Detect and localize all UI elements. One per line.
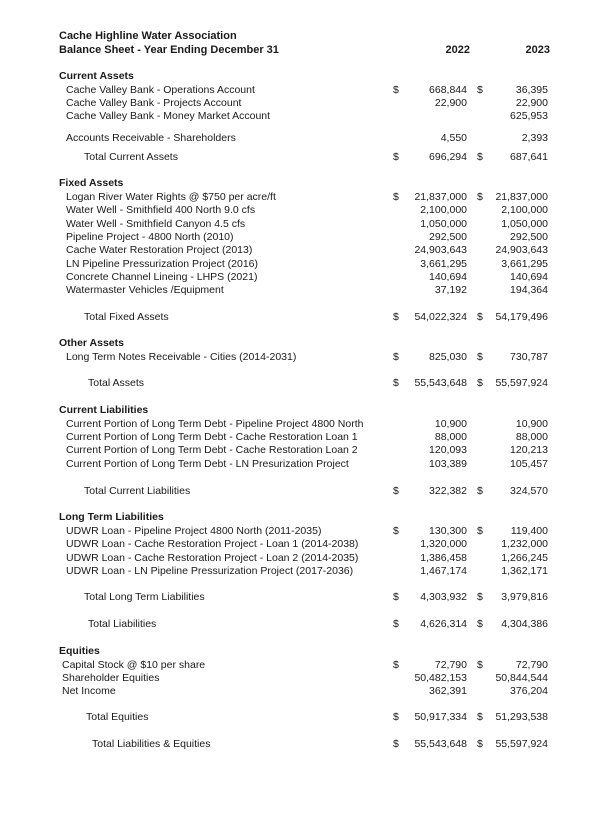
total-row-dollar-d2: $ [477, 485, 483, 497]
line-item-row-value-v2: 21,837,000 [495, 191, 548, 203]
total-row-label: Total Equities [86, 711, 149, 723]
total-row-dollar-d1: $ [393, 591, 399, 603]
total-row-dollar-d1: $ [393, 485, 399, 497]
line-item-row-label: UDWR Loan - Cache Restoration Project - Loan 1 (2014-2038) [66, 538, 359, 551]
line-item-row-value-v2: 119,400 [510, 525, 548, 537]
line-item-row-value-v2: 2,100,000 [501, 204, 548, 217]
total-row [0, 485, 613, 498]
line-item-row-dollar-d2: $ [477, 191, 483, 203]
line-item-row-value-v1: 88,000 [434, 431, 467, 444]
line-item-row-label: Pipeline Project - 4800 North (2010) [66, 230, 234, 243]
line-item-row-value-v2: 1,362,171 [501, 565, 548, 578]
line-item-row-label: Water Well - Smithfield Canyon 4.5 cfs [66, 217, 246, 230]
line-item-row [0, 97, 613, 110]
total-row-dollar-d1: $ [393, 711, 399, 723]
org-title: Cache Highline Water Association [59, 30, 237, 42]
line-item-row-label: LN Pipeline Pressurization Project (2016) [66, 257, 259, 270]
line-item-row [0, 672, 613, 685]
total-row-value-v2: 51,293,538 [495, 711, 548, 723]
total-row-label: Total Fixed Assets [84, 311, 169, 323]
line-item-row-label: Concrete Channel Lineing - LHPS (2021) [66, 270, 258, 283]
line-item-row-label: Watermaster Vehicles /Equipment [66, 284, 224, 297]
line-item-row [0, 431, 613, 444]
total-row-dollar-d1: $ [393, 151, 399, 163]
line-item-row-dollar-d1: $ [393, 659, 399, 671]
total-row-value-v2: 54,179,496 [495, 311, 548, 323]
line-item-row-value-v1: 50,482,153 [414, 672, 467, 685]
line-item-row-value-v1: 3,661,295 [420, 257, 467, 270]
line-item-row [0, 538, 613, 551]
total-row-dollar-d2: $ [477, 591, 483, 603]
line-item-row-label: Water Well - Smithfield 400 North 9.0 cfs [66, 204, 256, 217]
line-item-row-value-v1: 1,320,000 [420, 538, 467, 551]
line-item-row-value-v2: 1,232,000 [501, 538, 548, 551]
line-item-row-value-v2: 22,900 [515, 97, 548, 110]
total-row [0, 711, 613, 724]
total-row-value-v1: 696,294 [429, 151, 467, 163]
line-item-row-value-v1: 130,300 [429, 525, 467, 537]
line-item-row-value-v2: 10,900 [515, 418, 548, 430]
line-item-row-dollar-d2: $ [477, 659, 483, 671]
line-item-row [0, 84, 613, 97]
grand-total-row [0, 738, 613, 751]
line-item-row-label: UDWR Loan - LN Pipeline Pressurization Project (2017-2036) [66, 565, 354, 578]
grand-total-row-dollar-d1: $ [393, 618, 399, 630]
grand-total-row-label: Total Liabilities [88, 618, 157, 630]
line-item-row-value-v2: 72,790 [515, 659, 548, 671]
total-row [0, 311, 613, 324]
line-item-row-label: Logan River Water Rights @ $750 per acre/ft [66, 191, 276, 203]
line-item-row-label: Cache Valley Bank - Projects Account [66, 97, 242, 110]
total-row-value-v2: 3,979,816 [501, 591, 548, 603]
line-item-row [0, 552, 613, 565]
total-row-value-v1: 322,382 [429, 485, 467, 497]
line-item-row-label: Current Portion of Long Term Debt - Cache Restoration Loan 1 [66, 431, 358, 444]
total-row-dollar-d2: $ [477, 311, 483, 323]
line-item-row-value-v1: 120,093 [429, 444, 467, 457]
line-item-row [0, 685, 613, 698]
line-item-row [0, 284, 613, 297]
total-row-label: Total Long Term Liabilities [84, 591, 205, 603]
line-item-row-label: Shareholder Equities [62, 672, 160, 685]
total-row-dollar-d2: $ [477, 151, 483, 163]
line-item-row-value-v2: 24,903,643 [495, 244, 548, 257]
line-item-row-value-v2: 3,661,295 [501, 257, 548, 270]
line-item-row-dollar-d1: $ [393, 525, 399, 537]
line-item-row [0, 110, 613, 123]
line-item-row-value-v1: 103,389 [429, 457, 467, 470]
total-row [0, 151, 613, 164]
line-item-row-value-v2: 105,457 [510, 457, 548, 470]
line-item-row-value-v2: 376,204 [510, 685, 548, 698]
line-item-row-label: UDWR Loan - Pipeline Project 4800 North (2011-2035) [66, 525, 322, 537]
line-item-row-label: Current Portion of Long Term Debt - Pipeline Project 4800 North [66, 418, 364, 430]
line-item-row-dollar-d2: $ [477, 351, 483, 363]
total-row [0, 377, 613, 390]
line-item-row-value-v1: 668,844 [429, 84, 467, 96]
line-item-row-value-v1: 825,030 [429, 351, 467, 363]
line-item-row-value-v1: 24,903,643 [414, 244, 467, 257]
line-item-row [0, 444, 613, 457]
line-item-row-value-v2: 292,500 [510, 230, 548, 243]
section-heading: Other Assets [59, 337, 124, 349]
col-header-1: 2022 [445, 44, 470, 56]
line-item-row-value-v2: 120,213 [510, 444, 548, 457]
line-item-row [0, 565, 613, 578]
line-item-row-dollar-d1: $ [393, 351, 399, 363]
grand-total-row-dollar-d2: $ [477, 738, 483, 750]
line-item-row [0, 458, 613, 471]
line-item-row-label: Accounts Receivable - Shareholders [66, 131, 236, 144]
line-item-row-value-v1: 72,790 [434, 659, 467, 671]
line-item-row-value-v2: 730,787 [510, 351, 548, 363]
grand-total-row-value-v1: 55,543,648 [414, 738, 467, 750]
section-heading: Equities [59, 645, 100, 657]
line-item-row-value-v1: 362,391 [429, 685, 467, 698]
total-row-value-v2: 324,570 [510, 485, 548, 497]
total-row-label: Total Current Assets [84, 151, 178, 163]
line-item-row-value-v2: 1,266,245 [501, 551, 548, 564]
line-item-row-value-v1: 22,900 [434, 97, 467, 110]
line-item-row-label: Current Portion of Long Term Debt - Cache Restoration Loan 2 [66, 444, 358, 457]
line-item-row-value-v2: 194,364 [510, 284, 548, 297]
total-row-dollar-d2: $ [477, 377, 483, 389]
total-row-value-v1: 55,543,648 [414, 377, 467, 389]
line-item-row [0, 231, 613, 244]
line-item-row-label: UDWR Loan - Cache Restoration Project - Loan 2 (2014-2035) [66, 551, 359, 564]
line-item-row [0, 244, 613, 257]
line-item-row-value-v2: 88,000 [515, 431, 548, 444]
line-item-row-value-v2: 36,395 [515, 84, 548, 96]
line-item-row-value-v1: 1,386,458 [420, 551, 467, 564]
total-row-label: Total Assets [88, 377, 145, 389]
line-item-row-value-v2: 625,953 [510, 110, 548, 123]
line-item-row [0, 418, 613, 431]
line-item-row-value-v1: 2,100,000 [420, 204, 467, 217]
total-row-value-v2: 687,641 [510, 151, 548, 163]
line-item-row-label: Current Portion of Long Term Debt - LN Presurization Project [66, 457, 349, 470]
line-item-row-label: Cache Water Restoration Project (2013) [66, 244, 253, 257]
grand-total-row-label: Total Liabilities & Equities [92, 738, 211, 750]
section-heading: Current Assets [59, 70, 134, 82]
section-heading: Fixed Assets [59, 177, 124, 189]
line-item-row-value-v2: 1,050,000 [501, 217, 548, 230]
line-item-row [0, 351, 613, 364]
total-row-value-v1: 50,917,334 [414, 711, 467, 723]
line-item-row-label: Cache Valley Bank - Operations Account [66, 84, 255, 96]
line-item-row [0, 191, 613, 204]
line-item-row-value-v1: 10,900 [434, 418, 467, 430]
sheet-subtitle: Balance Sheet - Year Ending December 31 [59, 44, 279, 56]
line-item-row [0, 525, 613, 538]
col-header-2: 2023 [525, 44, 550, 56]
line-item-row-label: Capital Stock @ $10 per share [62, 659, 206, 671]
line-item-row [0, 258, 613, 271]
line-item-row-value-v1: 1,050,000 [420, 217, 467, 230]
line-item-row [0, 204, 613, 217]
line-item-row-dollar-d2: $ [477, 84, 483, 96]
total-row-value-v1: 54,022,324 [414, 311, 467, 323]
line-item-row-value-v1: 21,837,000 [414, 191, 467, 203]
grand-total-row-dollar-d2: $ [477, 618, 483, 630]
line-item-row-value-v1: 37,192 [434, 284, 467, 297]
line-item-row-label: Cache Valley Bank - Money Market Account [66, 110, 271, 123]
line-item-row-value-v2: 50,844,544 [495, 672, 548, 685]
line-item-row-dollar-d1: $ [393, 84, 399, 96]
line-item-row-value-v2: 140,694 [510, 270, 548, 283]
line-item-row-value-v1: 292,500 [429, 230, 467, 243]
line-item-row [0, 218, 613, 231]
line-item-row-label: Long Term Notes Receivable - Cities (2014-2031) [66, 351, 297, 363]
total-row-dollar-d1: $ [393, 311, 399, 323]
grand-total-row-value-v1: 4,626,314 [420, 618, 467, 630]
line-item-row [0, 659, 613, 672]
section-heading: Current Liabilities [59, 404, 149, 416]
line-item-row-dollar-d1: $ [393, 191, 399, 203]
total-row-value-v2: 55,597,924 [495, 377, 548, 389]
total-row-label: Total Current Liabilities [84, 485, 191, 497]
line-item-row-label: Net Income [62, 685, 116, 698]
total-row [0, 591, 613, 604]
grand-total-row [0, 618, 613, 631]
line-item-row [0, 271, 613, 284]
total-row-value-v1: 4,303,932 [420, 591, 467, 603]
grand-total-row-value-v2: 55,597,924 [495, 738, 548, 750]
line-item-row-value-v2: 2,393 [521, 131, 548, 144]
line-item-row-value-v1: 140,694 [429, 270, 467, 283]
line-item-row-value-v1: 1,467,174 [420, 565, 467, 578]
section-heading: Long Term Liabilities [59, 511, 164, 523]
line-item-row [0, 132, 613, 145]
total-row-dollar-d2: $ [477, 711, 483, 723]
line-item-row-dollar-d2: $ [477, 525, 483, 537]
line-item-row-value-v1: 4,550 [440, 131, 467, 144]
grand-total-row-value-v2: 4,304,386 [501, 618, 548, 630]
grand-total-row-dollar-d1: $ [393, 738, 399, 750]
total-row-dollar-d1: $ [393, 377, 399, 389]
